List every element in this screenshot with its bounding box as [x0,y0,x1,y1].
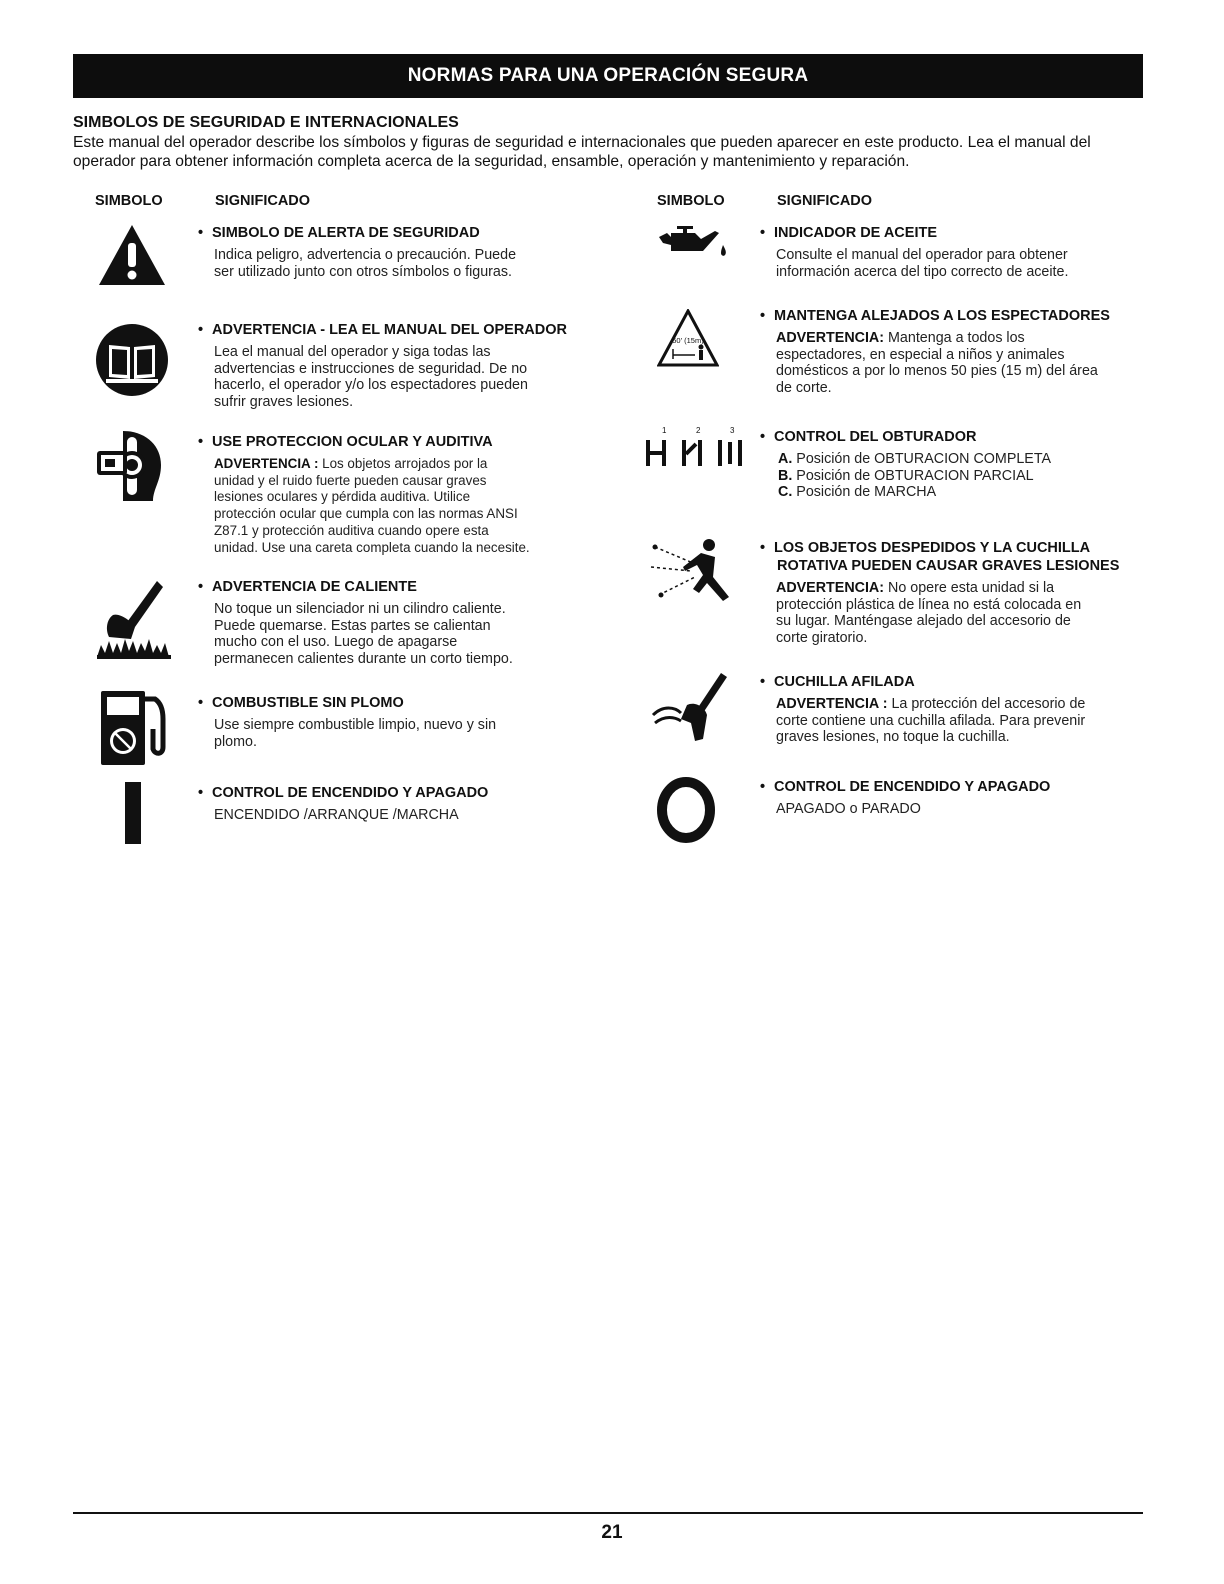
desc-line: sufrir graves lesiones. [214,394,354,411]
desc-line: de corte. [776,380,832,397]
right-symbol-header: SIMBOLO [657,193,725,209]
bystanders-title: MANTENGA ALEJADOS A LOS ESPECTADORES [774,308,1110,324]
choke-meaning [760,428,1130,501]
desc-line: Mantenga a todos los [884,330,1025,346]
bullet: • [198,322,204,338]
thrown-objects-icon [640,536,740,610]
choke-key: B. [778,467,793,484]
choke-key: A. [778,451,793,467]
desc-line: corte contiene una cuchilla afilada. Para prevenir [776,712,1086,729]
page-header-title: NORMAS PARA UNA OPERACIÓN SEGURA [407,65,809,86]
desc-line: La protección del accesorio de [887,696,1086,712]
sharp-blade-icon [650,670,730,746]
bullet: • [760,308,766,324]
footer-rule [73,1512,1143,1514]
thrown-objects-title-line2: ROTATIVA PUEDEN CAUSAR GRAVES LESIONES [777,558,1120,574]
desc-line: hacerlo, el operador y/o los espectadores pueden [214,377,528,394]
operator-manual-book-icon [94,322,170,398]
choke-control-icon [644,424,744,470]
bullet: • [198,785,204,801]
choke-key: C. [778,484,793,501]
bullet: • [198,225,204,241]
desc-line: ENCENDIDO /ARRANQUE /MARCHA [214,807,459,823]
desc-line: Use siempre combustible limpio, nuevo y sin [214,717,497,733]
desc-line: No toque un silenciador ni un cilindro caliente. [214,601,506,617]
desc-line: unidad y el ruido fuerte pueden causar graves [214,472,487,488]
warning-lead: ADVERTENCIA : [776,696,888,712]
desc-line: espectadores, en especial a niños y animales [776,346,1065,363]
section-intro: Este manual del operador describe los símbolos y figuras de seguridad e internacionales que pueden aparecer en este producto. Lea el manual del operador para obtener información completa acerca de la seguridad, ensamble, operación y mantenimiento y reparación. [73,134,1091,170]
bullet: • [198,579,204,595]
choke-label-3: 3 [730,426,735,435]
desc-line: Indica peligro, advertencia o precaución. Puede [214,247,517,263]
eye-ear-protection-icon [92,428,172,504]
section-title: SIMBOLOS DE SEGURIDAD E INTERNACIONALES [73,114,459,131]
page-header-bar [73,54,1143,98]
hot-surface-meaning [198,578,568,668]
choke-text: Posición de OBTURACION COMPLETA [792,451,1052,467]
desc-line: corte giratorio. [776,630,868,647]
desc-line: Lea el manual del operador y siga todas las [214,344,491,360]
desc-line: protección ocular que cumpla con las normas ANSI [214,506,518,522]
desc-line: ser utilizado junto con otros símbolos o figuras. [214,263,513,280]
bystanders-meaning [760,307,1130,397]
desc-line: graves lesiones, no toque la cuchilla. [776,729,1010,746]
desc-line: Z87.1 y protección auditiva cuando opere esta [214,522,489,538]
bullet: • [198,434,204,450]
desc-line: APAGADO o PARADO [776,801,921,817]
oil-title: INDICADOR DE ACEITE [774,225,937,241]
desc-line: No opere esta unidad si la [884,580,1055,596]
desc-line: domésticos a por lo menos 50 pies (15 m) del área [776,363,1098,380]
desc-line: Consulte el manual del operador para obtener [776,247,1068,263]
safety-alert-title: SIMBOLO DE ALERTA DE SEGURIDAD [212,225,480,241]
desc-line: unidad. Use una careta completa cuando la necesite. [214,539,530,555]
bullet: • [760,429,766,445]
left-meaning-header: SIGNIFICADO [215,193,311,209]
thrown-objects-meaning [760,539,1130,647]
hot-surface-title: ADVERTENCIA DE CALIENTE [212,579,417,595]
sharp-blade-meaning [760,673,1130,746]
warning-lead: ADVERTENCIA: [776,330,885,346]
desc-line: Los objetos arrojados por la [318,456,488,471]
safety-alert-meaning [198,224,568,280]
desc-line: información acerca del tipo correcto de aceite. [776,263,1069,280]
on-switch-meaning [198,784,568,824]
choke-label-1: 1 [662,426,667,435]
desc-line: advertencias e instrucciones de seguridad. De no [214,360,528,377]
unleaded-fuel-pump-icon [96,688,170,768]
bullet: • [760,779,766,795]
distance-label: 50' (15m) [672,336,704,345]
sharp-blade-title: CUCHILLA AFILADA [774,674,915,690]
choke-title: CONTROL DEL OBTURADOR [774,429,977,445]
on-switch-title: CONTROL DE ENCENDIDO Y APAGADO [212,785,489,801]
safety-alert-triangle-icon [96,222,168,288]
choke-label-2: 2 [696,426,701,435]
choke-text: Posición de OBTURACION PARCIAL [792,467,1034,484]
keep-bystanders-away-icon [656,308,720,368]
hot-surface-hand-icon [94,578,174,662]
warning-lead: ADVERTENCIA : [214,456,319,471]
page-number: 21 [601,1522,623,1543]
right-meaning-header: SIGNIFICADO [777,193,873,209]
eye-ear-protection-meaning [198,433,568,556]
oil-can-icon [654,222,736,262]
off-switch-circle-icon [650,776,722,844]
on-switch-bar-icon [118,782,148,844]
off-switch-title: CONTROL DE ENCENDIDO Y APAGADO [774,779,1051,795]
bullet: • [760,674,766,690]
bullet: • [760,540,766,556]
read-manual-meaning [198,321,568,411]
desc-line: Puede quemarse. Estas partes se calientan [214,617,491,634]
thrown-objects-title: LOS OBJETOS DESPEDIDOS Y LA CUCHILLA [774,540,1091,556]
unleaded-fuel-meaning [198,694,568,750]
desc-line: mucho con el uso. Luego de apagarse [214,634,458,651]
left-symbol-header: SIMBOLO [95,193,163,209]
off-switch-meaning [760,778,1130,818]
read-manual-title: ADVERTENCIA - LEA EL MANUAL DEL OPERADOR [212,322,568,338]
unleaded-fuel-title: COMBUSTIBLE SIN PLOMO [212,695,404,711]
desc-line: protección plástica de línea no está colocada en [776,596,1082,613]
bullet: • [198,695,204,711]
choke-text: Posición de MARCHA [792,484,937,501]
desc-line: su lugar. Manténgase alejado del accesorio de [776,613,1071,630]
desc-line: plomo. [214,733,257,750]
bullet: • [760,225,766,241]
desc-line: lesiones oculares y pérdida auditiva. Utilice [214,489,471,505]
warning-lead: ADVERTENCIA: [776,580,885,596]
eye-ear-protection-title: USE PROTECCION OCULAR Y AUDITIVA [212,434,493,450]
desc-line: permanecen calientes durante un corto tiempo. [214,651,513,668]
oil-meaning [760,224,1130,280]
